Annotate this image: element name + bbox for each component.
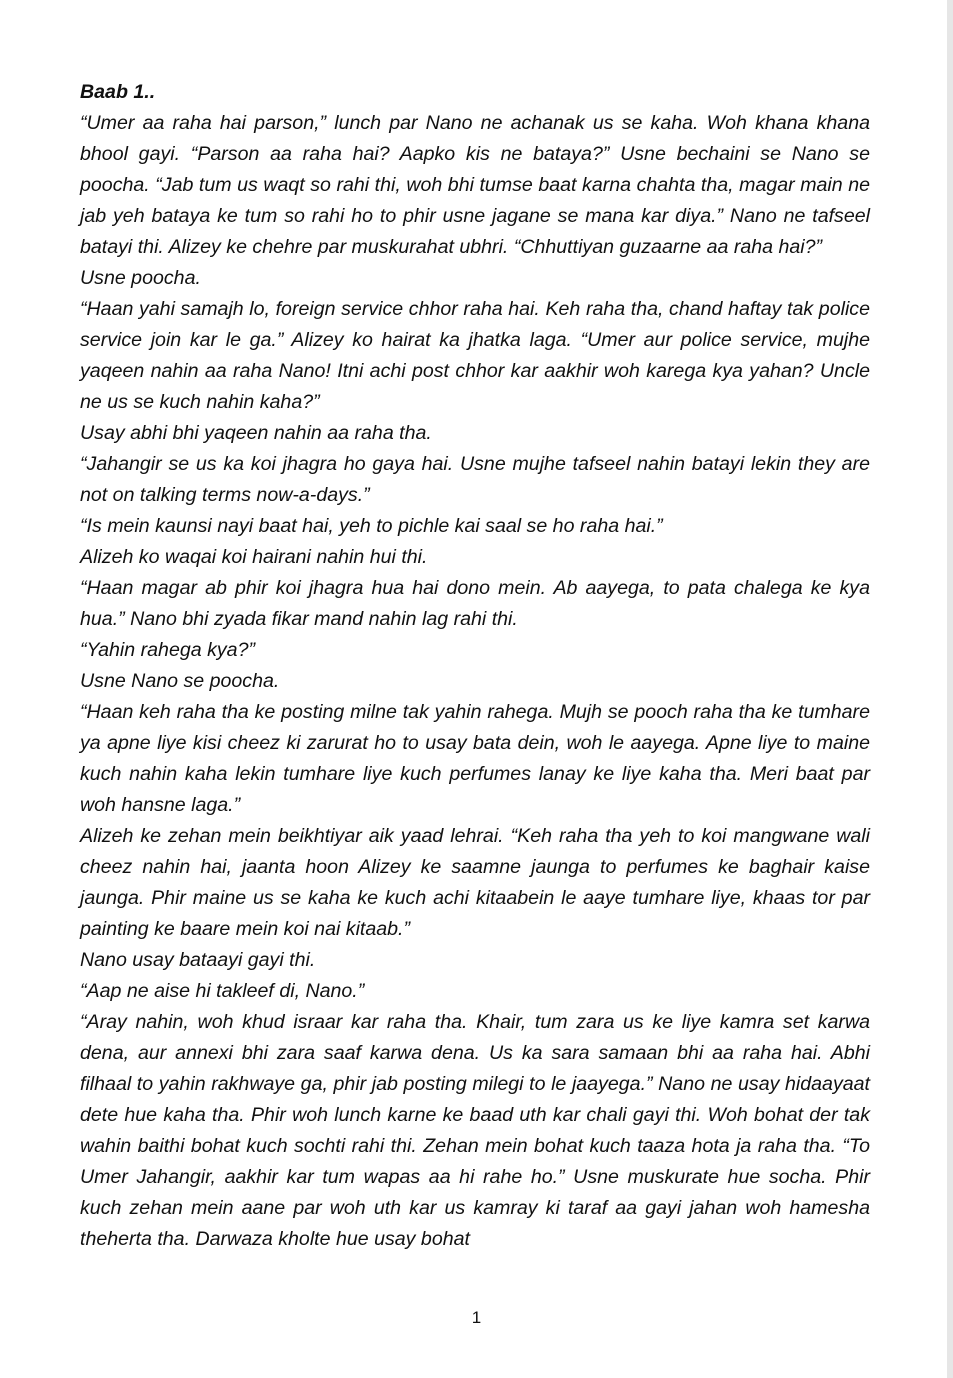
paragraph: Usne poocha.	[80, 267, 201, 289]
paragraph: “Umer aa raha hai parson,” lunch par Nano ne achanak us se kaha. Woh khana khana bhool gayi. “Parson aa raha hai? Aapko kis ne bataya?” Usne bechaini se Nano se poocha. “Jab tum us waqt so rahi thi, woh bhi tumse baat karna chahta tha, magar main ne jab yeh bataya ke tum so rahi ho to phir usne jagane se mana kar diya.” Nano ne tafseel batayi thi. Alizey ke chehre par muskurahat ubhri. “Chhuttiyan guzaarne aa raha hai?”	[80, 112, 870, 258]
paragraph: Nano usay bataayi gayi thi.	[80, 949, 316, 971]
paragraph: “Jahangir se us ka koi jhagra ho gaya hai. Usne mujhe tafseel nahin batayi lekin they are not on talking terms now-a-days.”	[80, 453, 870, 506]
paragraph: “Haan keh raha tha ke posting milne tak yahin rahega. Mujh se pooch raha tha ke tumhare ya apne liye kisi cheez ki zarurat ho to usay bata dein, woh le aayega. Apne liye to maine kuch nahin kaha lekin tumhare liye kuch perfumes lanay ke liye kaha tha. Meri baat par woh hansne laga.”	[80, 701, 870, 816]
page-number: 1	[471, 1308, 482, 1327]
paragraph: Usay abhi bhi yaqeen nahin aa raha tha.	[80, 422, 432, 444]
paragraph: “Haan magar ab phir koi jhagra hua hai dono mein. Ab aayega, to pata chalega ke kya hua.” Nano bhi zyada fikar mand nahin lag rahi thi.	[80, 577, 870, 630]
paragraph: “Yahin rahega kya?”	[80, 639, 255, 661]
paragraph: “Is mein kaunsi nayi baat hai, yeh to pichle kai saal se ho raha hai.”	[80, 515, 663, 537]
chapter-heading: Baab 1..	[80, 81, 156, 103]
paragraph: Alizeh ko waqai koi hairani nahin hui thi.	[80, 546, 428, 568]
page-edge-shadow	[947, 0, 953, 1378]
paragraph: Usne Nano se poocha.	[80, 670, 280, 692]
paragraph: “Aray nahin, woh khud israar kar raha tha. Khair, tum zara us ke liye kamra set karwa dena, aur annexi bhi zara saaf karwa dena. Us ka sara samaan bhi aa raha hai. Abhi filhaal to yahin rakhwaye ga, phir jab posting milegi to le jaayega.” Nano ne usay hidaayaat dete hue kaha tha. Phir woh lunch karne ke baad uth kar chali gayi thi. Woh bohat der tak wahin baithi bohat kuch sochti rahi thi. Zehan mein bohat kuch taaza hota ja raha tha. “To Umer Jahangir, aakhir kar tum wapas aa hi rahe ho.” Usne muskurate hue socha. Phir kuch zehan mein aane par woh uth kar us kamray ki taraf aa gayi jahan woh hamesha theherta tha. Darwaza kholte hue usay bohat	[80, 1011, 870, 1250]
paragraph: Alizeh ke zehan mein beikhtiyar aik yaad lehrai. “Keh raha tha yeh to koi mangwane wali cheez nahin hai, jaanta hoon Alizey ke saamne jaunga to perfumes ke baghair kaise jaunga. Phir maine us se kaha ke kuch achi kitaabein le aaye tumhare liye, khaas tor par painting ke baare mein koi nai kitaab.”	[80, 825, 870, 940]
paragraph: “Haan yahi samajh lo, foreign service chhor raha hai. Keh raha tha, chand haftay tak police service join kar le ga.” Alizey ko hairat ka jhatka laga. “Umer aur police service, mujhe yaqeen nahin aa raha Nano! Itni achi post chhor kar aakhir woh karega kya yahan? Uncle ne us se kuch nahin kaha?”	[80, 298, 870, 413]
paragraph: “Aap ne aise hi takleef di, Nano.”	[80, 980, 365, 1002]
chapter-body	[80, 77, 870, 1255]
